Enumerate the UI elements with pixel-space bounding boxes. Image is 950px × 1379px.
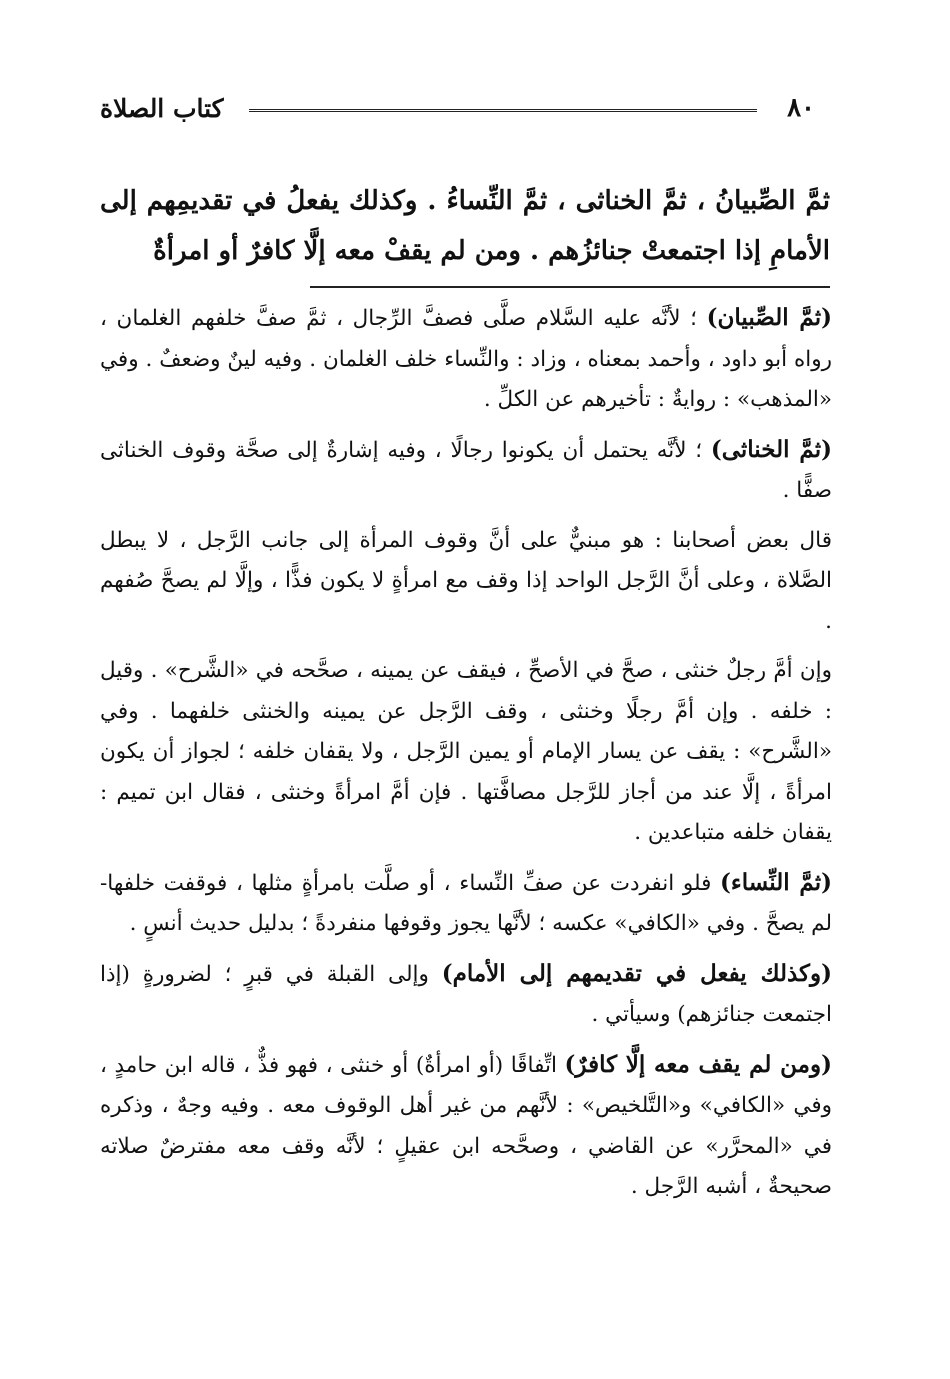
page-header: [100, 88, 815, 128]
paragraph-text: قال بعض أصحابنا : هو مبنيٌّ على أنَّ وقوف المرأة إلى جانب الرَّجل ، لا يبطل الصَّلاة ، وعلى أنَّ الرَّجل الواحد إذا وقف مع امرأةٍ لا يكون فذًّا ، وإلَّا لم يصحَّ صُفهم .: [100, 527, 832, 634]
matn-text: ثمَّ الصِّبيانُ ، ثمَّ الخناثى ، ثمَّ النِّساءُ . وكذلك يفعلُ في تقديمِهم إلى الأمامِ إذا اجتمعتْ جنائزُهم . ومن لم يقفْ معه إلَّا كافرٌ أو امرأةٌ: [100, 186, 830, 266]
paragraph-text: وإن أمَّ رجلٌ خنثى ، صحَّ في الأصحِّ ، فيقف عن يمينه ، صحَّحه في «الشَّرح» . وقيل : خلفه . وإن أمَّ رجلًا وخنثى ، وقف الرَّجل عن يمينه والخنثى خلفهما . وفي «الشَّرح» : يقف عن يسار الإمام أو يمين الرَّجل ، ولا يقفان خلفه ؛ لجواز أن يكون امرأةً ، إلَّا عند من أجاز للرَّجل مصافَّتها . فإن أمَّ امرأةً وخنثى ، فقال ابن تميم : يقفان خلفه متباعدين .: [100, 658, 832, 845]
paragraph: [100, 298, 832, 421]
paragraph-lead: (وكذلك يفعل في تقديمهم إلى الأمام): [441, 959, 832, 987]
paragraph: [100, 521, 832, 643]
page-number: ٨٠: [787, 93, 815, 123]
paragraph: [100, 430, 832, 512]
paragraph: [100, 651, 832, 854]
paragraph-text: ؛ لأنَّه يحتمل أن يكونوا رجالًا ، وفيه إشارةٌ إلى صحَّة وقوف الخناثى صفًّا .: [100, 437, 832, 503]
paragraph-text: ؛ لأنَّه عليه السَّلام صلَّى فصفَّ الرِّجال ، ثمَّ صفَّ خلفهم الغلمان ، رواه أبو داود ، وأحمد بمعناه ، وزاد : والنِّساء خلف الغلمان . وفيه لينٌ وضعفٌ . وفي «المذهب» : روايةٌ : تأخيرهم عن الكلِّ .: [100, 306, 832, 412]
paragraph-text: وإلى القبلة في قبرٍ ؛ لضرورةٍ (إذا اجتمعت جنائزهم) وسيأتي .: [100, 961, 832, 1027]
matn-separator: [310, 286, 830, 288]
paragraph: [100, 954, 832, 1036]
paragraph-text: اتِّفاقًا (أو امرأةٌ) أو خنثى ، فهو فذٌّ ، قاله ابن حامدٍ ، وفي «الكافي» و«التَّلخيص» : لأنَّهم من غير أهل الوقوف معه . وفيه وجهٌ ، وذكره في «المحرَّر» عن القاضي ، وصحَّحه ابن عقيلٍ ؛ لأنَّه وقف معه مفترضٌ صلاته صحيحةٌ ، أشبه الرَّجل .: [100, 1052, 832, 1199]
paragraph: [100, 863, 832, 945]
paragraph-lead: (ثمَّ النِّساء): [720, 868, 832, 896]
paragraph-lead: (ومن لم يقف معه إلَّا كافرٌ): [564, 1050, 832, 1078]
paragraph-text: فلو انفردت عن صفِّ النِّساء ، أو صلَّت بامرأةٍ مثلها ، فوقفت خلفها- لم يصحَّ . وفي «الكافي» عكسه ؛ لأنَّها يجوز وقوفها منفردةً ؛ بدليل حديث أنسٍ .: [100, 870, 832, 936]
running-title: كتاب الصلاة: [100, 93, 224, 123]
paragraph-lead: (ثمَّ الصِّبيان): [706, 304, 832, 331]
paragraph: [100, 1045, 832, 1208]
header-rule: [249, 109, 758, 112]
commentary: [100, 298, 832, 1217]
paragraph-lead: (ثمَّ الخناثى): [710, 435, 832, 463]
